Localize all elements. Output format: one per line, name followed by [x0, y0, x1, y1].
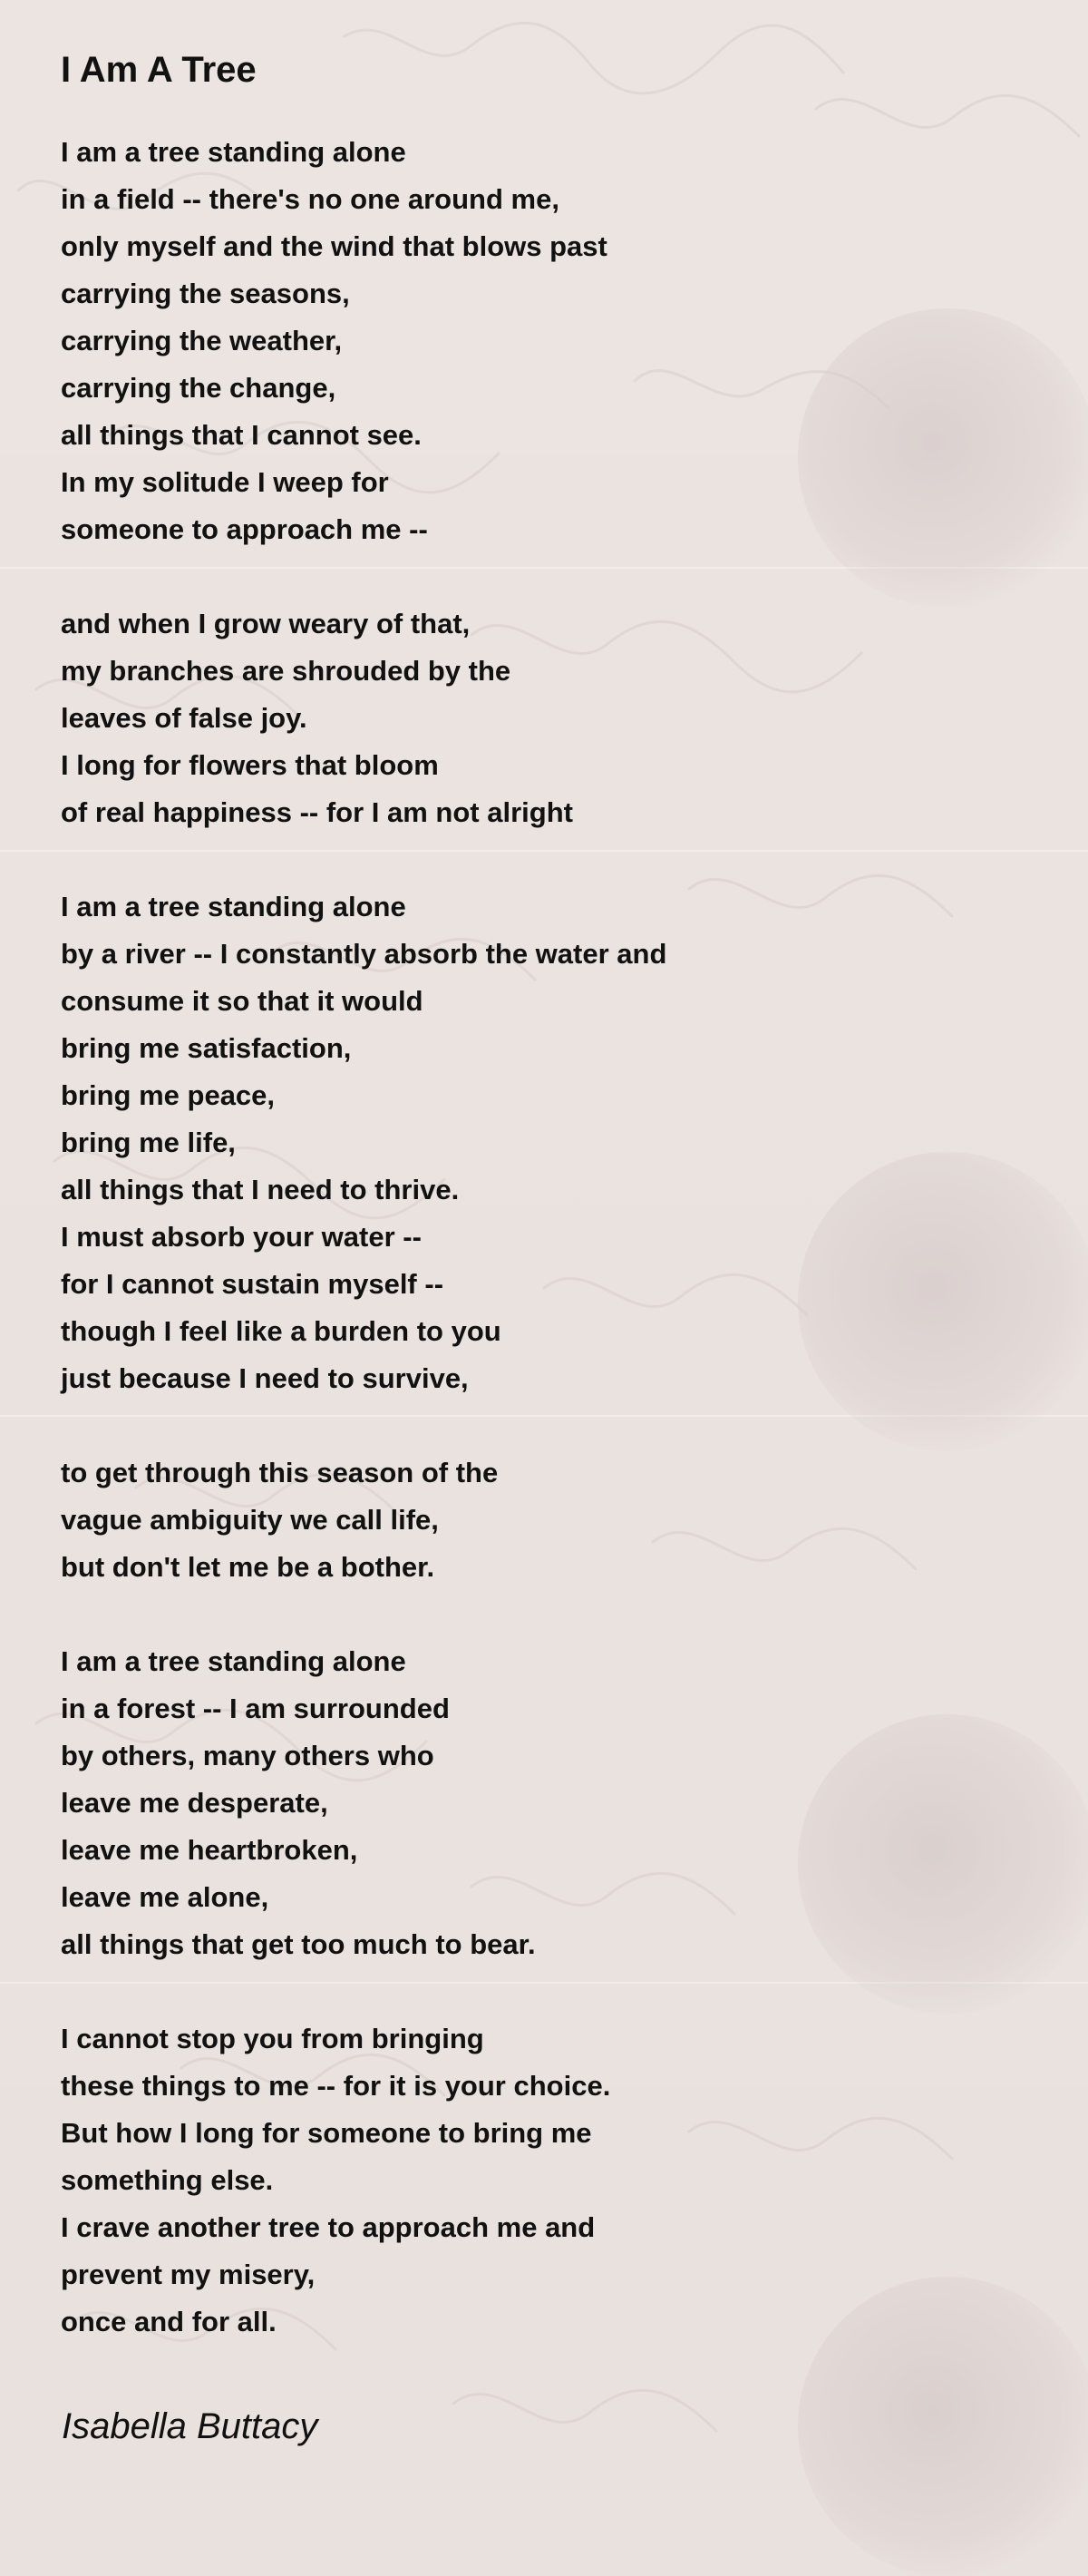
poem-line: prevent my misery,	[61, 2259, 316, 2290]
poem-line: someone to approach me --	[61, 513, 428, 545]
poem-line: by others, many others who	[61, 1740, 434, 1771]
poem-line: all things that get too much to bear.	[61, 1928, 536, 1960]
poem-line: I crave another tree to approach me and	[61, 2211, 596, 2243]
poem-line: my branches are shrouded by the	[61, 655, 511, 687]
poem-line: but don't let me be a bother.	[61, 1551, 435, 1583]
poem-line: for I cannot sustain myself --	[61, 1268, 444, 1300]
poem-author: Isabella Buttacy	[62, 2406, 318, 2446]
poem-content	[61, 45, 1013, 2393]
stanza	[61, 2015, 1013, 2346]
poem-line: though I feel like a burden to you	[61, 1315, 501, 1347]
poem-line: in a field -- there's no one around me,	[61, 183, 559, 215]
poem-line: vague ambiguity we call life,	[61, 1504, 439, 1536]
stanza	[61, 600, 1013, 836]
poem-line: I am a tree standing alone	[61, 1645, 406, 1677]
poem-title: I Am A Tree	[61, 50, 257, 90]
poem-line: leave me desperate,	[61, 1787, 328, 1819]
poem-line: these things to me -- for it is your choice.	[61, 2070, 611, 2102]
poem-line: of real happiness -- for I am not alright	[61, 796, 573, 828]
poem-line: carrying the seasons,	[61, 278, 350, 309]
poem-line: all things that I cannot see.	[61, 419, 422, 451]
poem-line: I long for flowers that bloom	[61, 749, 439, 781]
poem-line: In my solitude I weep for	[61, 466, 389, 498]
poem-line: in a forest -- I am surrounded	[61, 1693, 450, 1724]
poem-line: once and for all.	[61, 2306, 277, 2337]
poem-line: But how I long for someone to bring me	[61, 2117, 592, 2149]
stanza	[61, 129, 1013, 553]
poem-line: leave me alone,	[61, 1881, 269, 1913]
poem-body	[61, 129, 1013, 2346]
poem-line: by a river -- I constantly absorb the water and	[61, 938, 667, 970]
poem-line: carrying the weather,	[61, 325, 343, 356]
poem-line: something else.	[61, 2164, 274, 2196]
poem-line: I am a tree standing alone	[61, 891, 406, 922]
stanza	[61, 1638, 1013, 1968]
poem-line: only myself and the wind that blows past	[61, 230, 607, 262]
poem-line: carrying the change,	[61, 372, 336, 404]
poem-line: to get through this season of the	[61, 1457, 499, 1488]
poem-line: I must absorb your water --	[61, 1221, 422, 1253]
poem-line: I am a tree standing alone	[61, 136, 406, 168]
poem-line: bring me life,	[61, 1127, 236, 1158]
poem-line: and when I grow weary of that,	[61, 608, 471, 639]
poem-line: I cannot stop you from bringing	[61, 2023, 484, 2054]
poem-line: just because I need to survive,	[61, 1362, 469, 1394]
poem-line: consume it so that it would	[61, 985, 423, 1017]
poem-line: bring me peace,	[61, 1079, 276, 1111]
poem-line: all things that I need to thrive.	[61, 1174, 460, 1205]
stanza	[61, 883, 1013, 1402]
poem-line: bring me satisfaction,	[61, 1032, 352, 1064]
stanza	[61, 1449, 1013, 1591]
poem-line: leave me heartbroken,	[61, 1834, 358, 1866]
poem-line: leaves of false joy.	[61, 702, 307, 734]
